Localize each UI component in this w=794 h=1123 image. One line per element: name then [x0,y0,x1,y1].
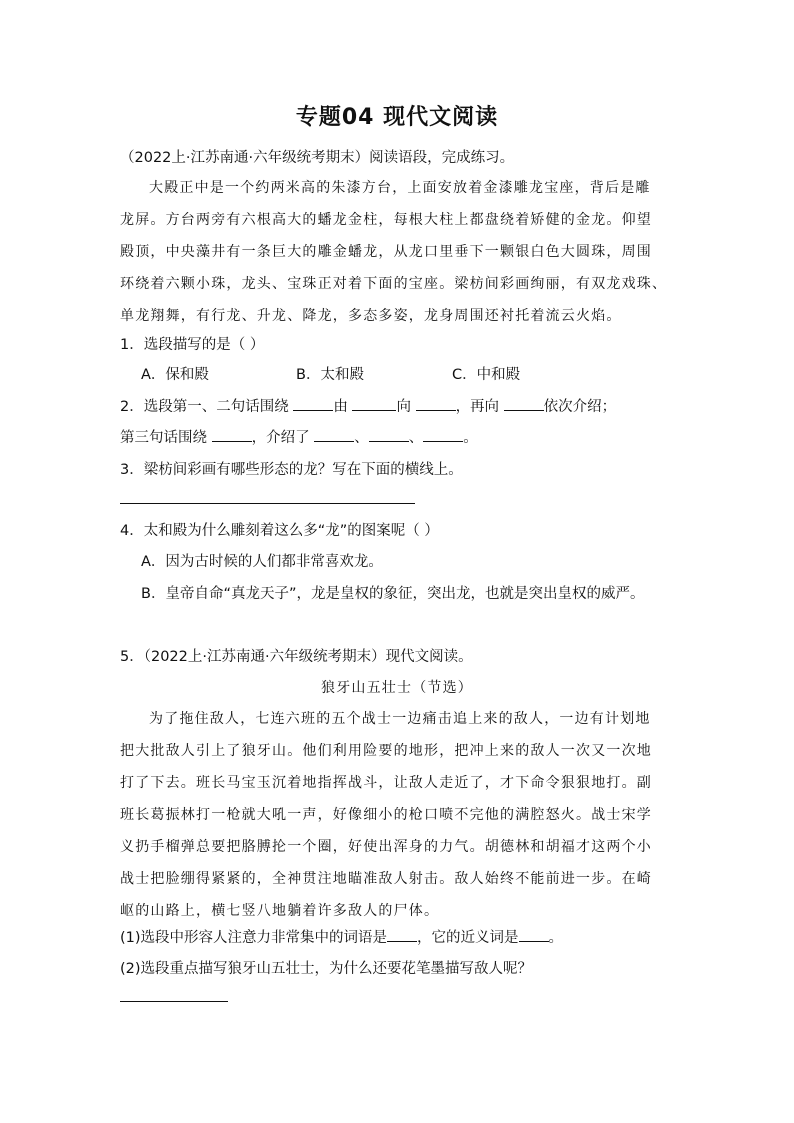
passage2-line: 打了下去。班长马宝玉沉着地指挥战斗，让敌人走近了，才下命令狠狠地打。副 [120,775,652,791]
question2-text: ，介绍了 [251,430,315,446]
answer-blank[interactable] [352,396,396,411]
answer-blank[interactable] [314,427,354,442]
passage1-line: 龙屏。方台两旁有六根高大的蟠龙金柱，每根大柱上都盘绕着矫健的金龙。仰望 [120,212,652,228]
question2-text: 、 [354,430,369,446]
answer-blank[interactable] [504,396,544,411]
question2-text: 2．选段第一、二句话围绕 [120,399,294,415]
question2-text: 。 [463,430,478,446]
answer-line[interactable] [120,1001,228,1002]
question2-text: 向 [396,399,416,415]
question2-text: 、 [408,430,424,446]
question5-1-text: ，它的近义词是 [417,930,519,946]
passage2-line: 为了拖住敌人，七连六班的五个战士一边痛击追上来的敌人，一边有计划地 [149,711,651,727]
answer-blank[interactable] [387,927,417,942]
section2-source: 5．（2022上·江苏南通·六年级统考期末）现代文阅读。 [120,649,473,665]
question3-stem: 3．梁枋间彩画有哪些形态的龙？写在下面的横线上。 [120,462,463,478]
answer-blank[interactable] [212,427,252,442]
answer-blank[interactable] [416,396,456,411]
question2-line2 [120,426,478,447]
question1-stem: 1．选段描写的是（ ） [120,337,265,353]
passage2-line: 把大批敌人引上了狼牙山。他们利用险要的地形，把冲上来的敌人一次又一次地 [120,743,652,759]
passage1-line: 单龙翔舞，有行龙、升龙、降龙，多态多姿，龙身周围还衬托着流云火焰。 [120,308,622,324]
answer-blank[interactable] [293,396,333,411]
question4-option-a[interactable]: A．因为古时候的人们都非常喜欢龙。 [141,554,383,570]
passage1-line: 殿顶，中央藻井有一条巨大的雕金蟠龙，从龙口里垂下一颗银白色大圆珠，周围 [120,244,652,260]
passage2-title: 狼牙山五壮士（节选） [321,680,473,696]
answer-blank[interactable] [369,427,409,442]
question5-1-text: (1)选段中形容人注意力非常集中的词语是 [120,930,388,946]
answer-line[interactable] [120,503,415,504]
question2-text: 由 [333,399,353,415]
question2-text: 依次介绍； [543,399,617,415]
question5-1-text: 。 [548,930,564,946]
passage2-line: 岖的山路上，横七竖八地躺着许多敌人的尸体。 [120,903,440,919]
page-title: 专题04 现代文阅读 [295,105,499,130]
question5-1 [120,926,563,947]
answer-blank[interactable] [519,927,549,942]
question2-text: 第三句话围绕 [120,430,212,446]
question5-2-stem: (2)选段重点描写狼牙山五壮士，为什么还要花笔墨描写敌人呢？ [120,961,533,977]
question2-text: ，再向 [455,399,504,415]
answer-blank[interactable] [423,427,463,442]
question1-option-c[interactable]: C．中和殿 [452,367,521,383]
question4-stem: 4．太和殿为什么雕刻着这么多“龙”的图案呢（ ） [120,523,439,539]
question1-option-a[interactable]: A．保和殿 [141,367,209,383]
passage2-line: 义扔手榴弹总要把胳膊抡一个圈，好使出浑身的力气。胡德林和胡福才这两个小 [120,839,652,855]
passage1-line: 大殿正中是一个约两米高的朱漆方台，上面安放着金漆雕龙宝座，背后是雕 [149,180,651,196]
passage2-line: 战士把脸绷得紧紧的，全神贯注地瞄准敌人射击。敌人始终不能前进一步。在崎 [120,871,652,887]
question4-option-b[interactable]: B．皇帝自命“真龙天子”，龙是皇权的象征，突出龙，也就是突出皇权的威严。 [141,586,645,602]
question2-line1 [120,395,616,416]
question1-option-b[interactable]: B．太和殿 [296,367,364,383]
passage2-line: 班长葛振林打一枪就大吼一声，好像细小的枪口喷不完他的满腔怒火。战士宋学 [120,807,652,823]
passage1-line: 环绕着六颗小珠，龙头、宝珠正对着下面的宝座。梁枋间彩画绚丽，有双龙戏珠、 [120,276,668,292]
section1-source: （2022上·江苏南通·六年级统考期末）阅读语段，完成练习。 [120,150,515,166]
